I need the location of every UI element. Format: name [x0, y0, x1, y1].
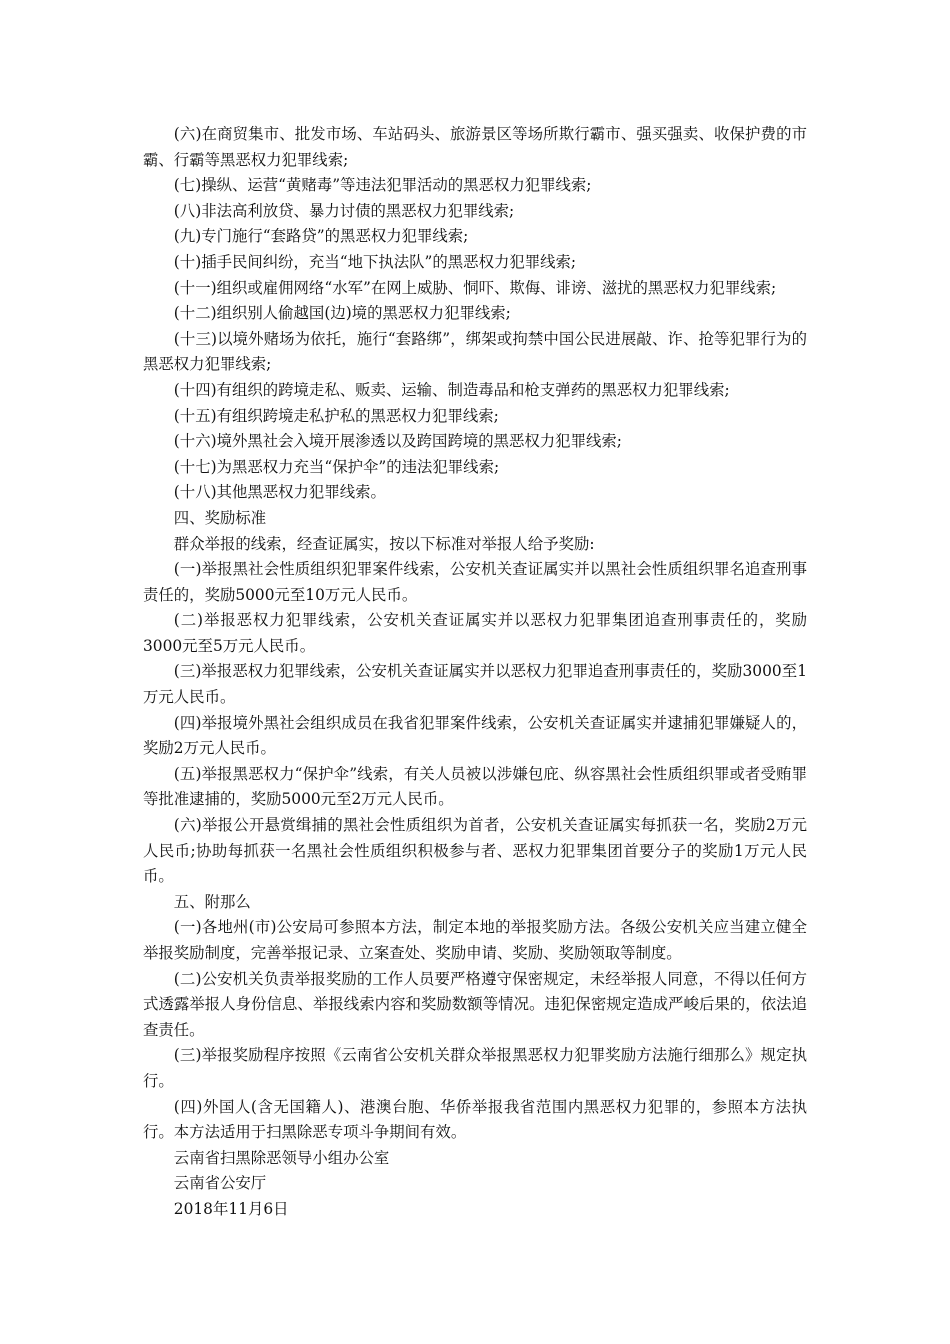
document-body [143, 122, 807, 1223]
paragraph: (十四)有组织的跨境走私、贩卖、运输、制造毒品和枪支弹药的黑恶权力犯罪线索; [173, 380, 730, 399]
paragraph: (十六)境外黑社会入境开展渗透以及跨国跨境的黑恶权力犯罪线索; [173, 432, 622, 451]
paragraph: 群众举报的线索，经查证属实，按以下标准对举报人给予奖励: [173, 534, 595, 553]
paragraph: (二)举报恶权力犯罪线索，公安机关查证属实并以恶权力犯罪集团追查刑事责任的，奖励3000元至5万元人民币。 [143, 611, 807, 655]
signature-org: 云南省公安厅 [173, 1174, 267, 1193]
signature-date: 2018年11月6日 [173, 1199, 289, 1218]
paragraph: (七)操纵、运营“黄赌毒”等违法犯罪活动的黑恶权力犯罪线索; [173, 176, 592, 195]
paragraph: (四)外国人(含无国籍人)、港澳台胞、华侨举报我省范围内黑恶权力犯罪的，参照本方法执行。本方法适用于扫黑除恶专项斗争期间有效。 [143, 1097, 807, 1142]
section-heading: 四、奖励标准 [173, 508, 267, 527]
paragraph: (一)各地州(市)公安局可参照本方法，制定本地的举报奖励方法。各级公安机关应当建立健全举报奖励制度，完善举报记录、立案查处、奖励申请、奖励、奖励领取等制度。 [143, 918, 807, 962]
paragraph: (十七)为黑恶权力充当“保护伞”的违法犯罪线索; [173, 457, 500, 476]
paragraph: (九)专门施行“套路贷”的黑恶权力犯罪线索; [173, 227, 469, 246]
section-heading: 五、附那么 [173, 892, 251, 911]
paragraph: (十)插手民间纠纷，充当“地下执法队”的黑恶权力犯罪线索; [173, 252, 577, 271]
paragraph: (八)非法高利放贷、暴力讨债的黑恶权力犯罪线索; [173, 201, 515, 220]
paragraph: (一)举报黑社会性质组织犯罪案件线索，公安机关查证属实并以黑社会性质组织罪名追查刑事责任的，奖励5000元至10万元人民币。 [143, 560, 807, 604]
signature-org: 云南省扫黑除恶领导小组办公室 [173, 1148, 390, 1167]
paragraph: (四)举报境外黑社会组织成员在我省犯罪案件线索，公安机关查证属实并逮捕犯罪嫌疑人的，奖励2万元人民币。 [143, 713, 807, 758]
paragraph: (三)举报恶权力犯罪线索，公安机关查证属实并以恶权力犯罪追查刑事责任的，奖励3000至1万元人民币。 [143, 662, 807, 707]
paragraph: (十八)其他黑恶权力犯罪线索。 [173, 483, 386, 502]
paragraph: (十一)组织或雇佣网络“水军”在网上威胁、恫吓、欺侮、诽谤、滋扰的黑恶权力犯罪线索; [173, 278, 777, 297]
paragraph: (五)举报黑恶权力“保护伞”线索，有关人员被以涉嫌包庇、纵容黑社会性质组织罪或者受贿罪等批准逮捕的，奖励5000元至2万元人民币。 [143, 764, 807, 809]
paragraph: (十二)组织别人偷越国(边)境的黑恶权力犯罪线索; [173, 304, 511, 323]
paragraph: (二)公安机关负责举报奖励的工作人员要严格遵守保密规定，未经举报人同意，不得以任何方式透露举报人身份信息、举报线索内容和奖励数额等情况。违犯保密规定造成严峻后果的，依法追查责任。 [143, 969, 807, 1039]
paragraph: (三)举报奖励程序按照《云南省公安机关群众举报黑恶权力犯罪奖励方法施行细那么》规定执行。 [143, 1046, 807, 1090]
paragraph: (六)在商贸集市、批发市场、车站码头、旅游景区等场所欺行霸市、强买强卖、收保护费的市霸、行霸等黑恶权力犯罪线索; [143, 125, 807, 169]
paragraph: (十五)有组织跨境走私护私的黑恶权力犯罪线索; [173, 406, 499, 425]
paragraph: (六)举报公开悬赏缉捕的黑社会性质组织为首者，公安机关查证属实每抓获一名，奖励2万元人民币;协助每抓获一名黑社会性质组织积极参与者、恶权力犯罪集团首要分子的奖励1万元人民币。 [143, 816, 807, 886]
paragraph: (十三)以境外赌场为依托，施行“套路绑”，绑架或拘禁中国公民进展敲、诈、抢等犯罪行为的黑恶权力犯罪线索; [143, 329, 807, 374]
